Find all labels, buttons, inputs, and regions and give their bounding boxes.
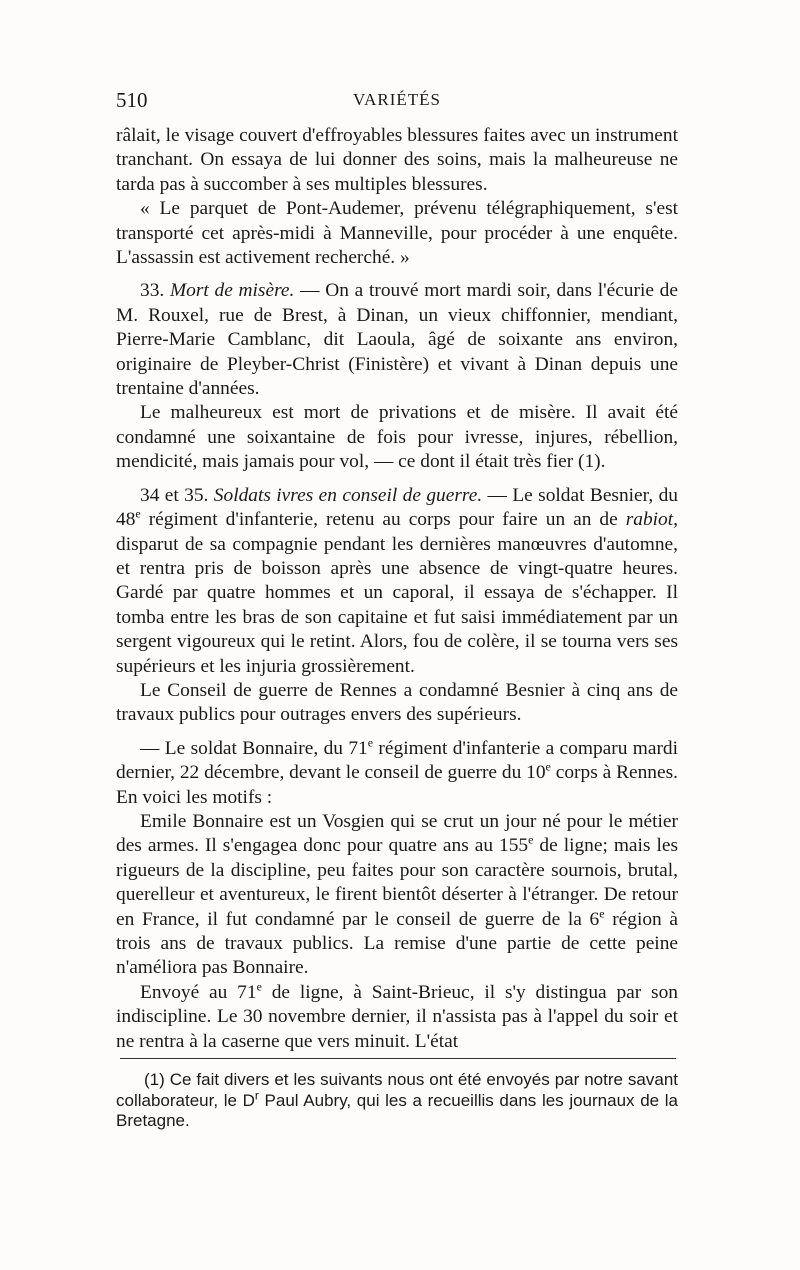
- superscript: e: [367, 735, 374, 750]
- superscript: e: [545, 759, 551, 774]
- paragraph-text: disparut de sa compagnie pendant les dernières manœuvres d'automne, et rentra pris de boisson après une absence de vingt-quatre heures. Gardé par quatre hommes et un caporal, il essaya de s'échapper. Il tomba entre les bras de son capitaine et fut saisi immédiatement par un sergent vigoureux qui le retint. Alors, fou de colère, il se tourna vers ses supérieurs et les injuria grossièrement.: [116, 533, 678, 677]
- item-title: Soldats ivres en conseil de guerre.: [213, 484, 483, 506]
- paragraph-text: corps à Rennes. En voici les motifs :: [116, 762, 678, 808]
- paragraph: [116, 981, 678, 1054]
- footnote: [116, 1070, 678, 1132]
- paragraph: Le malheureux est mort de privations et de misère. Il avait été condamné une soixantaine de fois pour ivresse, injures, rébellion, mendicité, mais jamais pour vol, — ce dont il était très fier (1).: [116, 402, 678, 473]
- paragraph-text: — Le soldat Besnier, du 48: [116, 484, 678, 531]
- paragraph-text: — On a trouvé mort mardi soir, dans l'écurie de M. Rouxel, rue de Brest, à Dinan, un vieux chiffonnier, mendiant, Pierre-Marie Camblanc, dit Laoula, âgé de soixante ans environ, originaire de Pleyber-Christ (Finistère) et vivant à Dinan depuis une trentaine d'années.: [116, 280, 678, 400]
- paragraph-text: régiment d'infanterie, retenu au corps pour faire un an de: [140, 509, 626, 531]
- paragraph: [116, 279, 678, 401]
- superscript: e: [256, 979, 262, 994]
- paragraph-text: Emile Bonnaire est un Vosgien qui se crut un jour né pour le métier des armes. Il s'engagea donc pour quatre ans au 155: [116, 810, 678, 857]
- paragraph-text: — Le soldat Bonnaire, du 71: [140, 737, 368, 759]
- paragraph: « Le parquet de Pont-Audemer, prévenu télégraphiquement, s'est transporté cet après-midi à Manneville, pour procéder à une enquête. L'assassin est activement recherché. »: [116, 198, 678, 269]
- superscript: r: [254, 1087, 259, 1102]
- superscript: e: [599, 906, 605, 921]
- item-number: 33.: [140, 280, 165, 302]
- paragraph-text: régiment d'infanterie a comparu mardi dernier, 22 décembre, devant le conseil de guerre du 10: [116, 737, 678, 784]
- paragraph: Le Conseil de guerre de Rennes a condamné Besnier à cinq ans de travaux publics pour outrages envers des supérieurs.: [116, 679, 678, 726]
- footnote-text: [116, 1070, 678, 1132]
- item-number: 34 et 35.: [140, 484, 209, 506]
- footnote-rule: [120, 1058, 676, 1059]
- running-title: VARIÉTÉS: [353, 90, 441, 109]
- footnote-part: Paul Aubry, qui les a recueillis dans les journaux de la Bretagne.: [116, 1090, 678, 1130]
- paragraph: [116, 810, 678, 981]
- footnote-part: (1) Ce fait divers et les suivants nous ont été envoyés par notre savant collaborateur, le D: [116, 1070, 678, 1110]
- body-text: [116, 124, 678, 1054]
- italic-word: rabiot,: [625, 509, 678, 531]
- page-number: 510: [116, 88, 148, 112]
- paragraph: [116, 484, 678, 679]
- paragraph-text: de ligne, à Saint-Brieuc, il s'y distingua par son indiscipline. Le 30 novembre dernier, il n'assista pas à l'appel du soir et ne rentra à la caserne que vers minuit. L'état: [116, 981, 678, 1052]
- item-title: Mort de misère.: [169, 280, 295, 302]
- page-header: [116, 88, 678, 118]
- paragraph: râlait, le visage couvert d'effroyables blessures faites avec un instrument tranchant. On essaya de lui donner des soins, mais la malheureuse ne tarda pas à succomber à ses multiples blessures.: [116, 125, 678, 195]
- paragraph: [116, 737, 678, 810]
- paragraph-text: de ligne; mais les rigueurs de la discipline, peu faites pour son caractère sournois, brutal, querelleur et aventureux, le firent bientôt déserter à l'étranger. De retour en France, il fut condamné par le conseil de guerre de la 6: [116, 835, 678, 930]
- superscript: e: [135, 506, 141, 521]
- paragraph-text: région à trois ans de travaux publics. La remise d'une partie de cette peine n'améliora pas Bonnaire.: [116, 908, 678, 979]
- superscript: e: [528, 832, 534, 847]
- paragraph-text: Envoyé au 71: [140, 981, 257, 1003]
